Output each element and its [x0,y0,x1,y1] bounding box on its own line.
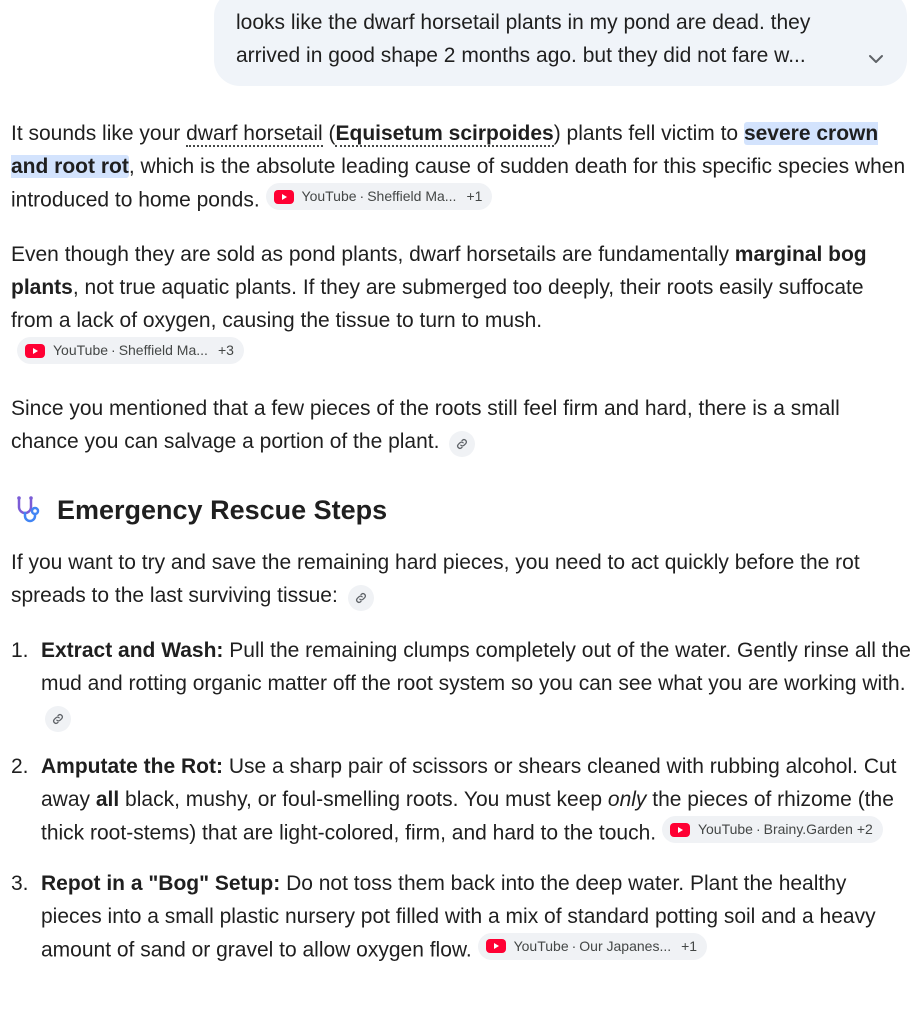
expand-chevron-down-icon[interactable] [864,47,888,71]
response-paragraph-2 [11,238,911,371]
response-paragraph-1 [11,117,911,217]
step-text: Pull the remaining clumps completely out of the water. Gently rinse all the mud and rotting organic matter off the root system so you can see what you are working with. [41,639,911,695]
chip-source: YouTube [53,342,109,358]
user-message-bubble [214,0,907,86]
chip-source: YouTube [513,937,569,954]
chip-name: Sheffield Ma... [367,188,457,204]
list-item [11,867,911,967]
para1-text: ( [322,122,336,145]
source-chip[interactable]: YouTube · Sheffield Ma... +3 [17,337,244,364]
section-heading [13,492,387,528]
para1-text: , which is the absolute leading cause of sudden death for this specific species when introduced to home ponds. [11,155,906,212]
chip-name: Sheffield Ma... [118,342,208,358]
term-latin-name[interactable]: Equisetum scirpoides [335,122,554,145]
chip-extra-count: +3 [217,342,234,358]
step-text: Do not toss them back into the deep water. Plant the healthy pieces into a small plastic nursery pot filled with a mix of standard potting soil and a heavy amount of sand or gravel to allow oxygen flow. [41,871,876,961]
chip-name: Brainy.Garden [763,821,853,837]
youtube-icon [670,823,690,837]
list-item [11,750,911,850]
stethoscope-icon [13,494,45,526]
para2-bold: marginal bog plants [11,243,867,299]
youtube-icon [25,344,45,358]
step-bold: all [95,788,120,811]
heading-text: Emergency Rescue Steps [57,495,388,525]
response-paragraph-3 [11,392,911,458]
para3-text: Since you mentioned that a few pieces of the roots still feel firm and hard, there is a small chance you can salvage a portion of the plant. [11,397,840,453]
chip-extra-count: +2 [856,821,873,837]
chip-source: YouTube [301,188,357,204]
response-paragraph-4 [11,546,911,612]
step-number: 3. [11,871,29,895]
para1-text: ) plants fell victim to [553,122,744,145]
term-dwarf-horsetail[interactable]: dwarf horsetail [186,122,323,145]
rescue-steps-list [11,634,911,966]
para2-text: , not true aquatic plants. If they are submerged too deeply, their roots easily suffocate from a lack of oxygen, causing the tissue to turn to mush. [11,276,864,332]
step-title: Extract and Wash: [41,639,224,662]
highlight-text: severe crown and root rot [11,122,879,178]
chip-source: YouTube [697,821,753,837]
step-italic: only [607,788,647,811]
step-title: Amputate the Rot: [41,755,223,778]
para1-text: It sounds like your [11,122,187,145]
youtube-icon [486,939,506,953]
link-icon[interactable] [45,706,71,732]
source-chip[interactable]: YouTube · Our Japanes... +1 [478,933,707,960]
chip-extra-count: +1 [466,188,483,204]
youtube-icon [274,190,294,204]
link-icon[interactable] [348,585,374,611]
link-icon[interactable] [449,431,475,457]
step-text: Use a sharp pair of scissors or shears cleaned with rubbing alcohol. Cut away [41,755,897,811]
step-number: 2. [11,755,29,778]
user-message-line-2: arrived in good shape 2 months ago. but they did not fare w... [236,44,806,67]
source-chip[interactable]: YouTube · Brainy.Garden +2 [662,816,883,843]
list-item [11,634,911,733]
para2-text: Even though they are sold as pond plants, dwarf horsetails are fundamentally [11,243,735,266]
step-text: the pieces of rhizome (the thick root-stems) that are light-colored, firm, and hard to the touch. [41,788,894,845]
chip-extra-count: +1 [681,937,698,954]
para4-text: If you want to try and save the remaining hard pieces, you need to act quickly before the rot spreads to the last surviving tissue: [11,551,860,607]
step-number: 1. [11,639,29,662]
chip-name: Our Japanes... [579,937,672,954]
user-message-line-1: looks like the dwarf horsetail plants in my pond are dead. they [236,11,811,34]
source-chip[interactable]: YouTube · Sheffield Ma... +1 [266,183,493,210]
step-text: black, mushy, or foul-smelling roots. You must keep [119,788,608,811]
step-title: Repot in a "Bog" Setup: [41,871,281,895]
